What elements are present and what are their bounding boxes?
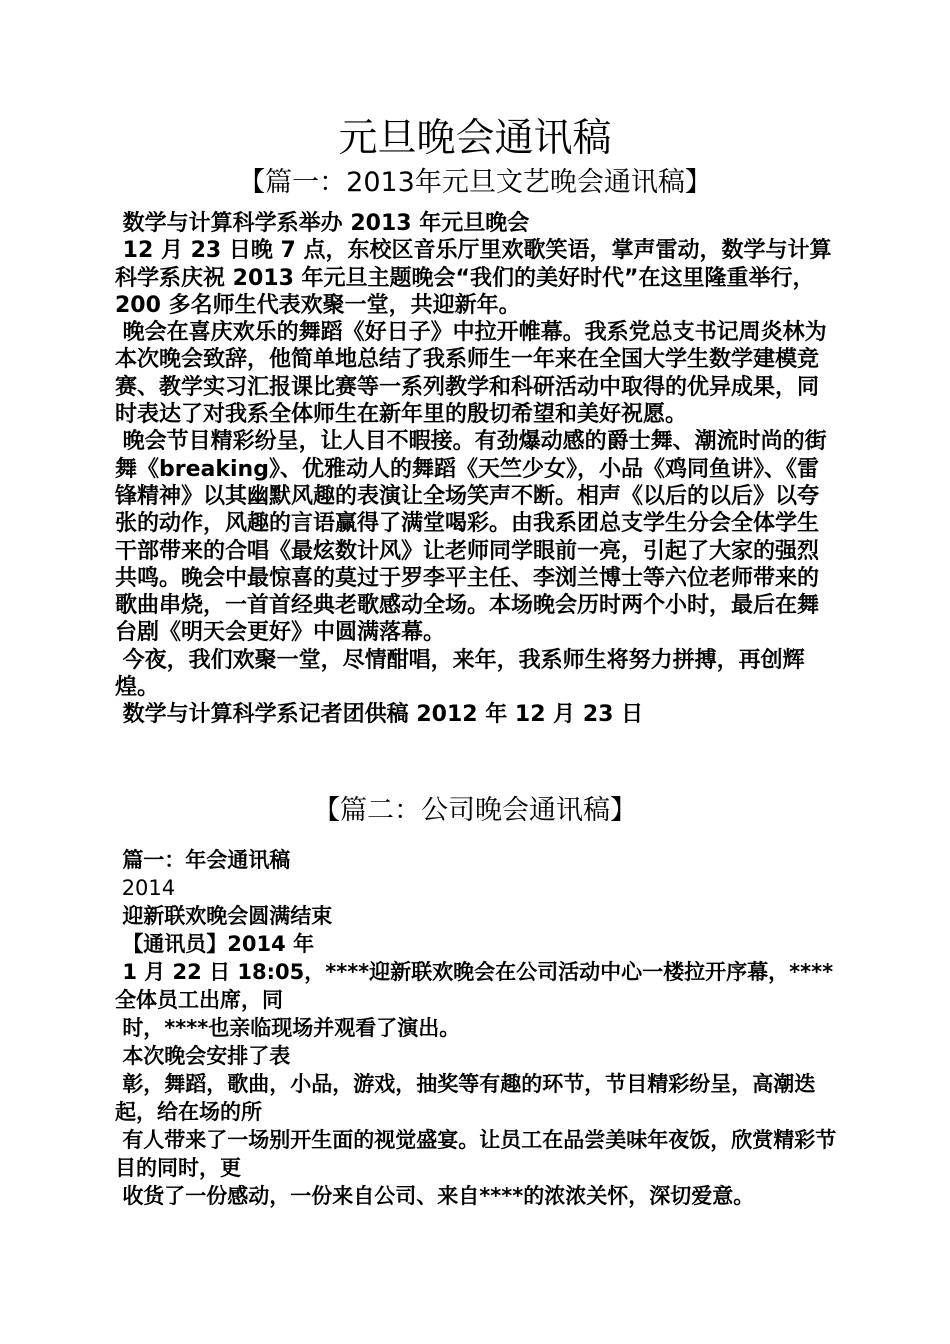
section-2-line: 本次晚会安排了表 [115, 1044, 291, 1068]
section-2-line: 2014 [115, 876, 176, 900]
section-1-subtitle: 数学与计算科学系举办 2013 年元旦晚会 [115, 211, 530, 236]
section-1-body [115, 210, 837, 729]
section-2-line: 【通讯员】2014 年 [115, 932, 315, 956]
section-1-heading: 【篇一：2013年元旦文艺晚会通讯稿】 [238, 167, 712, 198]
section-2-line: 彰，舞蹈，歌曲，小品，游戏，抽奖等有趣的环节，节目精彩纷呈，高潮迭起，给在场的所 [115, 1072, 816, 1124]
section-1-paragraph: 晚会节目精彩纷呈，让人目不暇接。有劲爆动感的爵士舞、潮流时尚的街舞《breaking》、优雅动人的舞蹈《天竺少女》，小品《鸡同鱼讲》、《雷锋精神》以其幽默风趣的表演让全场笑声不断。相声《以后的以后》以夸张的动作，风趣的言语赢得了满堂喝彩。由我系团总支学生分会全体学生干部带来的合唱《最炫数计风》让老师同学眼前一亮，引起了大家的强烈共鸣。晚会中最惊喜的莫过于罗李平主任、李浏兰博士等六位老师带来的歌曲串烧，一首首经典老歌感动全场。本场晚会历时两个小时，最后在舞台剧《明天会更好》中圆满落幕。 [115, 429, 827, 646]
section-1-paragraph: 今夜，我们欢聚一堂，尽情酣唱，来年，我系师生将努力拼搏，再创辉煌。 [115, 647, 805, 701]
section-2-line: 迎新联欢晚会圆满结束 [115, 904, 333, 928]
section-2-line: 收货了一份感动，一份来自公司、来自****的浓浓关怀，深切爱意。 [115, 1184, 755, 1208]
section-1-paragraph: 12 月 23 日晚 7 点，东校区音乐厅里欢歌笑语，掌声雷动，数学与计算科学系庆祝 2013 年元旦主题晚会“我们的美好时代”在这里隆重举行，200 多名师生代表欢聚一堂，共迎新年。 [115, 238, 832, 318]
section-2-body [115, 846, 837, 1210]
section-1-byline: 数学与计算科学系记者团供稿 2012 年 12 月 23 日 [115, 702, 644, 728]
section-2-line: 有人带来了一场别开生面的视觉盛宴。让员工在品尝美味年夜饭，欣赏精彩节目的同时，更 [115, 1128, 837, 1180]
section-2-line: 篇一：年会通讯稿 [115, 848, 291, 872]
section-1-paragraph: 晚会在喜庆欢乐的舞蹈《好日子》中拉开帷幕。我系党总支书记周炎林为本次晚会致辞，他简单地总结了我系师生一年来在全国大学生数学建模竞赛、教学实习汇报课比赛等一系列教学和科研活动中取得的优异成果，同时表达了对我系全体师生在新年里的殷切希望和美好祝愿。 [115, 320, 827, 428]
section-2-heading: 【篇二：公司晚会通讯稿】 [313, 795, 637, 826]
section-2-line: 1 月 22 日 18:05，****迎新联欢晚会在公司活动中心一楼拉开序幕，****全体员工出席，同 [115, 960, 834, 1012]
document-title: 元旦晚会通讯稿 [338, 116, 612, 161]
section-2-line: 时，****也亲临现场并观看了演出。 [115, 1016, 461, 1040]
